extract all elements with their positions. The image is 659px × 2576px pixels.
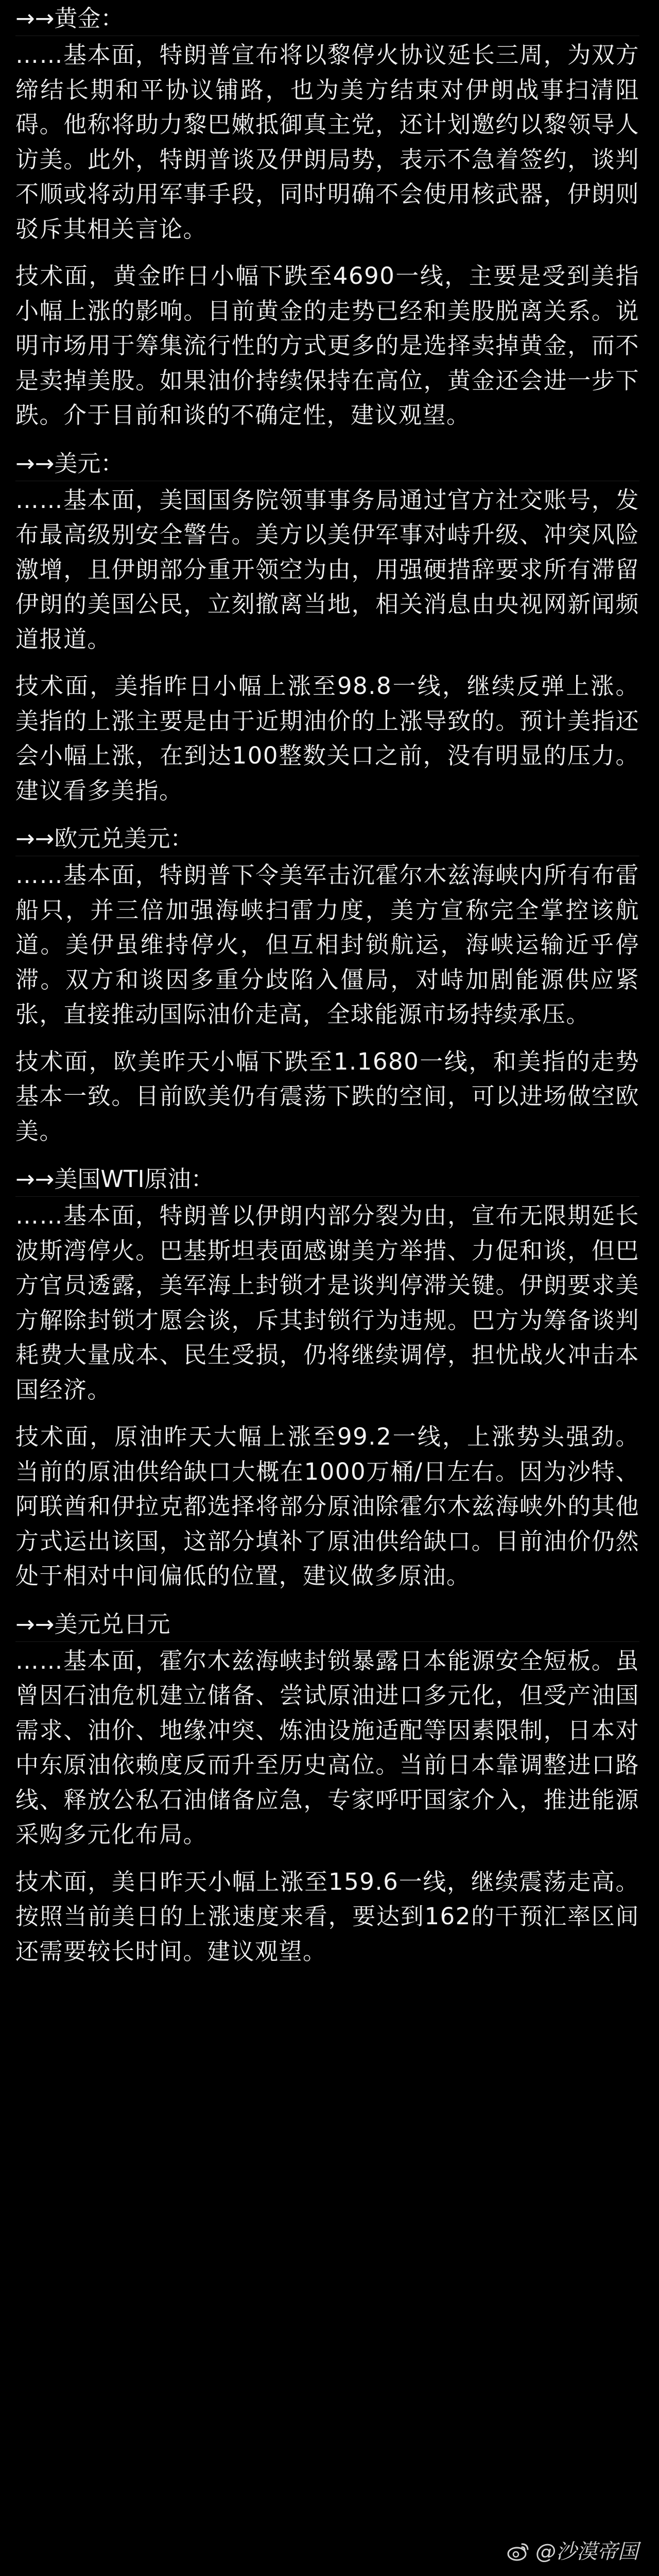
section-heading: →→美国WTI原油： [15,1165,214,1193]
fundamental-paragraph: ……基本面，美国国务院领事事务局通过官方社交账号，发布最高级别安全警告。美方以美伊军事对峙升级、冲突风险激增，且伊朗部分重开领空为由，用强硬措辞要求所有滞留伊朗的美国公民，立刻撤离当地，相关消息由央视网新闻频道报道。 [15,486,639,653]
section-heading: →→黄金： [15,5,124,32]
fundamental-paragraph: ……基本面，特朗普下令美军击沉霍尔木兹海峡内所有布雷船只，并三倍加强海峡扫雷力度，美方宣称完全掌控该航道。美伊虽维持停火，但互相封锁航运，海峡运输近乎停滞。双方和谈因多重分歧陷入僵局，对峙加剧能源供应紧张，直接推动国际油价走高，全球能源市场持续承压。 [15,861,639,1028]
section-usd [15,445,639,808]
weibo-watermark [507,2539,638,2564]
section-heading: →→美元兑日元 [15,1610,170,1638]
section-eurusd [15,820,639,1148]
watermark-text: @沙漠帝国 [535,2540,638,2564]
section-gold [15,0,639,433]
fundamental-paragraph: ……基本面，霍尔木兹海峡封锁暴露日本能源安全短板。虽曾因石油危机建立储备、尝试原油进口多元化，但受产油国需求、油价、地缘冲突、炼油设施适配等因素限制，日本对中东原油依赖度反而升至历史高位。当前日本靠调整进口路线、释放公私石油储备应急，专家呼吁国家介入，推进能源采购多元化布局。 [15,1647,639,1848]
technical-paragraph: 技术面，欧美昨天小幅下跌至1.1680一线，和美指的走势基本一致。目前欧美仍有震荡下跌的空间，可以进场做空欧美。 [15,1047,639,1145]
fundamental-paragraph: ……基本面，特朗普宣布将以黎停火协议延长三周，为双方缔结长期和平协议铺路，也为美方结束对伊朗战事扫清阻碍。他称将助力黎巴嫩抵御真主党，还计划邀约以黎领导人访美。此外，特朗普谈及伊朗局势，表示不急着签约，谈判不顺或将动用军事手段，同时明确不会使用核武器，伊朗则驳斥其相关言论。 [15,41,639,243]
fundamental-paragraph: ……基本面，特朗普以伊朗内部分裂为由，宣布无限期延长波斯湾停火。巴基斯坦表面感谢美方举措、力促和谈，但巴方官员透露，美军海上封锁才是谈判停滞关键。伊朗要求美方解除封锁才愿会谈，斥其封锁行为违规。巴方为筹备谈判耗费大量成本、民生受损，仍将继续调停，担忧战火冲击本国经济。 [15,1202,639,1403]
section-heading: →→美元： [15,449,124,477]
section-heading: →→欧元兑美元： [15,825,194,852]
weibo-logo-icon [507,2540,530,2564]
technical-paragraph: 技术面，美日昨天小幅上涨至159.6一线，继续震荡走高。按照当前美日的上涨速度来看，要达到162的干预汇率区间还需要较长时间。建议观望。 [15,1868,639,1965]
section-usdjpy [15,1606,639,1969]
divider [15,1196,639,1197]
technical-paragraph: 技术面，美指昨日小幅上涨至98.8一线，继续反弹上涨。美指的上涨主要是由于近期油价的上涨导致的。预计美指还会小幅上涨，在到达100整数关口之前，没有明显的压力。建议看多美指。 [15,672,639,804]
technical-paragraph: 技术面，原油昨天大幅上涨至99.2一线，上涨势头强劲。当前的原油供给缺口大概在1000万桶/日左右。因为沙特、阿联酋和伊拉克都选择将部分原油除霍尔木兹海峡外的其他方式运出该国，这部分填补了原油供给缺口。目前油价仍然处于相对中间偏低的位置，建议做多原油。 [15,1423,639,1589]
divider [15,1641,639,1642]
technical-paragraph: 技术面，黄金昨日小幅下跌至4690一线，主要是受到美指小幅上涨的影响。目前黄金的走势已经和美股脱离关系。说明市场用于筹集流行性的方式更多的是选择卖掉黄金，而不是卖掉美股。如果油价持续保持在高位，黄金还会进一步下跌。介于目前和谈的不确定性，建议观望。 [15,262,639,429]
section-wti-crude [15,1161,639,1594]
